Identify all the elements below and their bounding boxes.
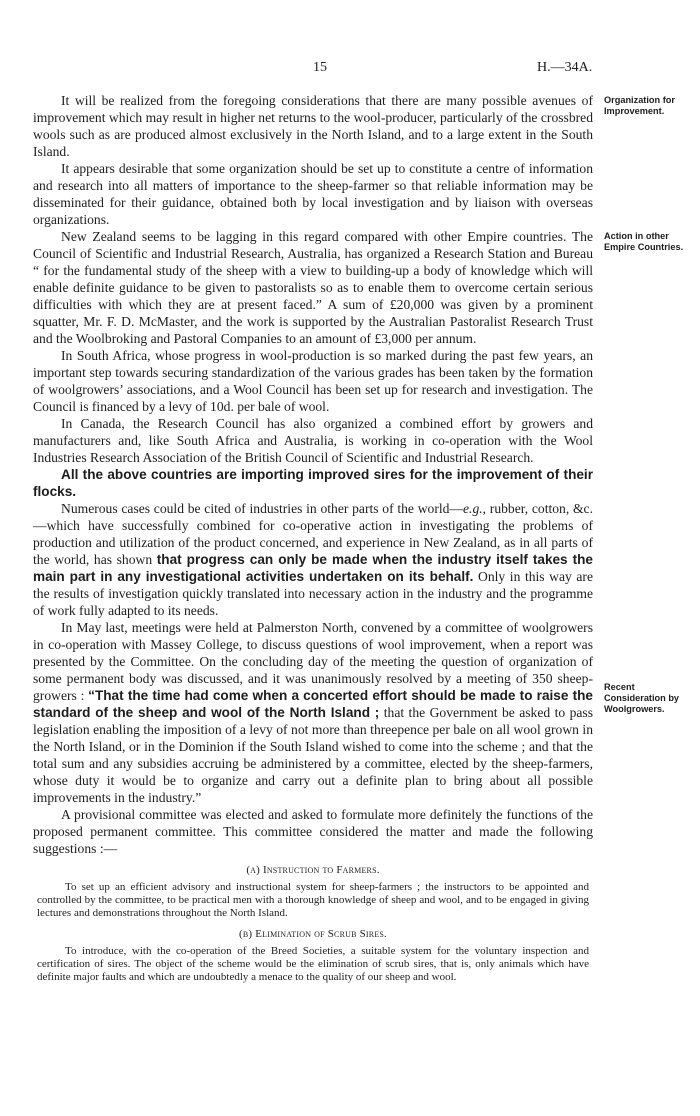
paragraph-research-centre: It appears desirable that some organization should be set up to constitute a centre of information and research into all matters of importance to the sheep-farmer so that reliable information may be disseminated for their guidance, obtained both by local investigation and by liaison with overseas organizations. bbox=[33, 161, 593, 227]
paragraph-improved-sires: All the above countries are importing improved sires for the improvement of their flocks. bbox=[33, 467, 593, 499]
body-text bbox=[33, 92, 593, 984]
paragraph-provisional-committee: A provisional committee was elected and asked to formulate more definitely the functions of the proposed permanent committee. This committee considered the matter and made the following suggestions :— bbox=[33, 807, 593, 856]
suggestion-text: To introduce, with the co-operation of the Breed Societies, a suitable system for the voluntary inspection and certification of sires. The object of the scheme would be the elimination of scrub sires, that is, only animals which have definite major faults and which are undoubtedly a menace to the quality of our sheep and wool. bbox=[37, 944, 589, 984]
paragraph-canada: In Canada, the Research Council has also organized a combined effort by growers and manufacturers and, like South Africa and Australia, is working in co-operation with the Wool Industries Research Association of the British Council of Scientific and Industrial Research. bbox=[33, 416, 593, 465]
suggestion-text: To set up an efficient advisory and instructional system for sheep-farmers ; the instructors to be appointed and controlled by the committee, to be practical men with a thorough knowledge of sheep and wool, and to be engaged in giving lectures and demonstrations throughout the North Island. bbox=[37, 881, 589, 920]
side-note-organization: Organization for Improvement. bbox=[604, 95, 675, 116]
paragraph-organization: It will be realized from the foregoing considerations that there are many possible avenues of improvement which may result in higher net returns to the wool-producer, particularly of the crossbred wools such as are produced almost exclusively in the North Island, and to a large extent in the South Island. bbox=[33, 93, 593, 159]
paragraph-industries: Numerous cases could be cited of industries in other parts of the world—e.g., rubber, cotton, &c.—which have successfully combined for co-operative action in investigating the problems of production and utilization of the product concerned, and experience in New Zealand, as in all parts of the world, has shown that progress can only be made when the industry itself takes the main part in any investigational activities undertaken on its behalf. Only in this way are the results of investigation quickly translated into necessary action in the industry and the programme of work fully adapted to its needs. bbox=[33, 501, 593, 618]
document-reference: H.—34A. bbox=[537, 60, 593, 75]
page-number: 15 bbox=[313, 60, 327, 75]
emphasis-resolution: “That the time had come when a concerted effort should be made to raise the standard of the sheep and wool of the North Island ; bbox=[33, 688, 593, 720]
suggestion-scrub-sires bbox=[33, 927, 593, 985]
suggestion-heading: (a) Instruction to Farmers. bbox=[246, 864, 380, 876]
suggestion-instruction bbox=[33, 863, 593, 921]
suggestion-heading: (b) Elimination of Scrub Sires. bbox=[238, 927, 388, 940]
paragraph-new-zealand: New Zealand seems to be lagging in this regard compared with other Empire countries. The Council of Scientific and Industrial Research, Australia, has organized a Research Station and Bureau “ for the fundamental study of the sheep with a view to building-up a body of knowledge which will enable definite guidance to be given to pastoralists so as to enable them to overcome certain serious difficulties with which they are at present faced.” A sum of £20,000 was given by a prominent squatter, Mr. F. D. McMaster, and the work is supported by the Australian Pastoralist Research Trust and the Woolbroking and Pastoral Companies to an amount of £3,000 per annum. bbox=[33, 229, 593, 346]
emphasis-progress: that progress can only be made when the industry itself takes the main part in any investigational activities undertaken on its behalf. bbox=[33, 552, 593, 584]
paragraph-south-africa: In South Africa, whose progress in wool-production is so marked during the past few years, an important step towards securing standardization of the various grades has been taken by the formation of woolgrowers’ associations, and a Wool Council has been set up for research and investigation. The Council is financed by a levy of 10d. per bale of wool. bbox=[33, 348, 593, 414]
side-note-recent-consideration: Recent Consideration by Woolgrowers. bbox=[604, 682, 680, 714]
side-note-empire-countries: Action in other Empire Countries. bbox=[604, 231, 684, 252]
paragraph-palmerston-meeting: In May last, meetings were held at Palmerston North, convened by a committee of woolgrowers in co-operation with Massey College, to discuss questions of wool improvement, when a report was presented by the Committee. On the concluding day of the meeting the question of organization of some permanent body was discussed, and it was unanimously resolved by a meeting of 350 sheep-growers : “That the time had come when a concerted effort should be made to raise the standard of the sheep and wool of the North Island ; that the Government be asked to pass legislation enabling the imposition of a levy of not more than threepence per bale on all wool grown in the North Island, or in the Dominion if the South Island wished to come into the scheme ; and that the total sum and any subsidies accruing be administered by a committee, elected by the sheep-farmers, whose duty it would be to organize and carry out a definite plan to bring about all possible improvements in the industry.” bbox=[33, 620, 593, 805]
emphasis-eg: e.g. bbox=[463, 501, 483, 516]
